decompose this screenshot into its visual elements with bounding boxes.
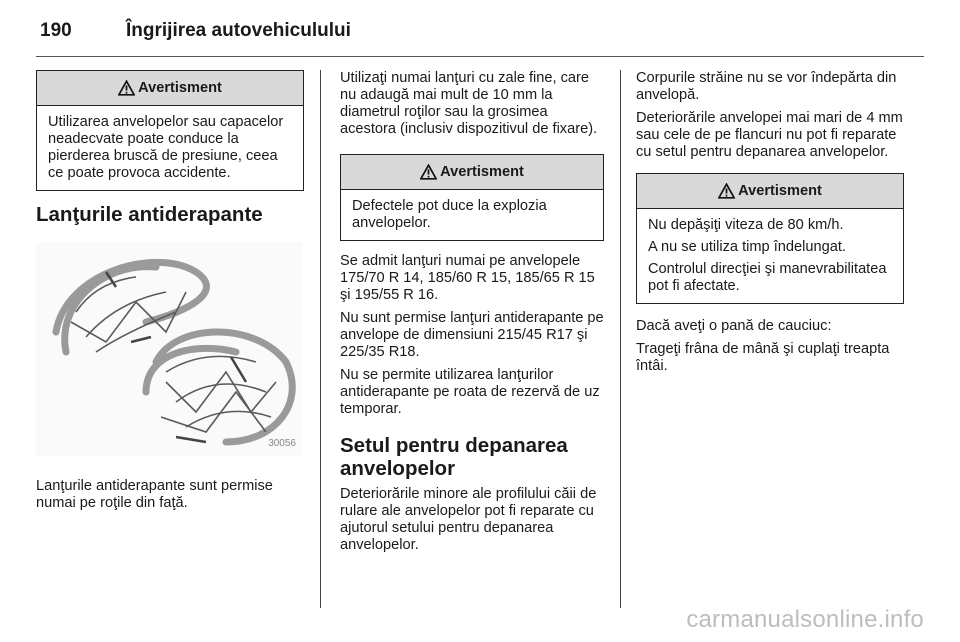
section-heading-snow-chains: Lanţurile antiderapante: [36, 203, 263, 226]
column-3: [636, 70, 904, 381]
warning-box-explosion: [340, 154, 604, 241]
paragraph: Trageţi frâna de mână şi cuplaţi treapta întâi.: [636, 341, 890, 374]
column-2: [340, 70, 604, 560]
warning-title: Avertisment: [138, 79, 222, 96]
warning-body: [637, 209, 903, 303]
watermark: carmanualsonline.info: [686, 606, 924, 633]
warning-header: [637, 174, 903, 209]
snow-chains-figure: [36, 242, 302, 456]
paragraph: Deteriorările anvelopei mai mari de 4 mm sau cele de pe flancuri nu pot fi reparate cu setul pentru depanarea anvelopelor.: [636, 110, 903, 160]
page-number: 190: [40, 20, 72, 41]
warning-box-speed: [636, 173, 904, 304]
figure-number: 30056: [268, 438, 296, 449]
column-divider-1: [320, 70, 321, 608]
warning-triangle-icon: [718, 183, 735, 199]
warning-triangle-icon: [118, 80, 135, 96]
paragraph: Corpurile străine nu se vor îndepărta din anvelopă.: [636, 70, 897, 103]
paragraph: Dacă aveţi o pană de cauciuc:: [636, 318, 832, 334]
warning-body: [37, 106, 303, 190]
warning-triangle-icon: [420, 164, 437, 180]
section-heading-tyre-repair-kit: Setul pentru depanarea anvelopelor: [340, 434, 568, 480]
paragraph: Se admit lanţuri numai pe anvelopele 175/70 R 14, 185/60 R 15, 185/65 R 15 şi 195/55 R 16.: [340, 253, 595, 303]
paragraph: Nu se permite utilizarea lanţurilor antiderapante pe roata de rezervă de uz temporar.: [340, 367, 600, 417]
warning-header: [341, 155, 603, 190]
warning-title: Avertisment: [440, 163, 524, 180]
column-divider-2: [620, 70, 621, 608]
chapter-title: Îngrijirea autovehiculului: [126, 20, 351, 41]
warning-text: Defectele pot duce la explozia anvelopelor.: [352, 198, 547, 231]
warning-body: [341, 190, 603, 240]
paragraph: Deteriorările minore ale profilului căii de rulare ale anvelopelor pot fi reparate cu ajutorul setului pentru depanarea anvelopelor.: [340, 486, 597, 553]
warning-header: [37, 71, 303, 106]
warning-text: Utilizarea anvelopelor sau capacelor neadecvate poate conduce la pierderea bruscă de presiune, ceea ce poate provoca accidente.: [48, 114, 284, 181]
warning-title: Avertisment: [738, 182, 822, 199]
column-1: [36, 70, 304, 518]
warning-box-tyres: [36, 70, 304, 191]
paragraph: Lanţurile antiderapante sunt permise numai pe roţile din faţă.: [36, 478, 273, 511]
warning-text: Controlul direcţiei şi manevrabilitatea pot fi afectate.: [648, 261, 887, 294]
paragraph: Nu sunt permise lanţuri antiderapante pe anvelope de dimensiuni 215/45 R17 şi 225/35 R18.: [340, 310, 604, 360]
warning-text: Nu depăşiţi viteza de 80 km/h.: [648, 217, 844, 233]
warning-text: A nu se utiliza timp îndelungat.: [648, 239, 846, 255]
paragraph: Utilizaţi numai lanţuri cu zale fine, care nu adaugă mai mult de 10 mm la diametrul roţilor sau la grosimea acestora (inclusiv dispozitivul de fixare).: [340, 70, 598, 137]
snow-chains-illustration: [36, 242, 302, 456]
page-header: [40, 16, 351, 46]
header-divider: [36, 56, 924, 57]
